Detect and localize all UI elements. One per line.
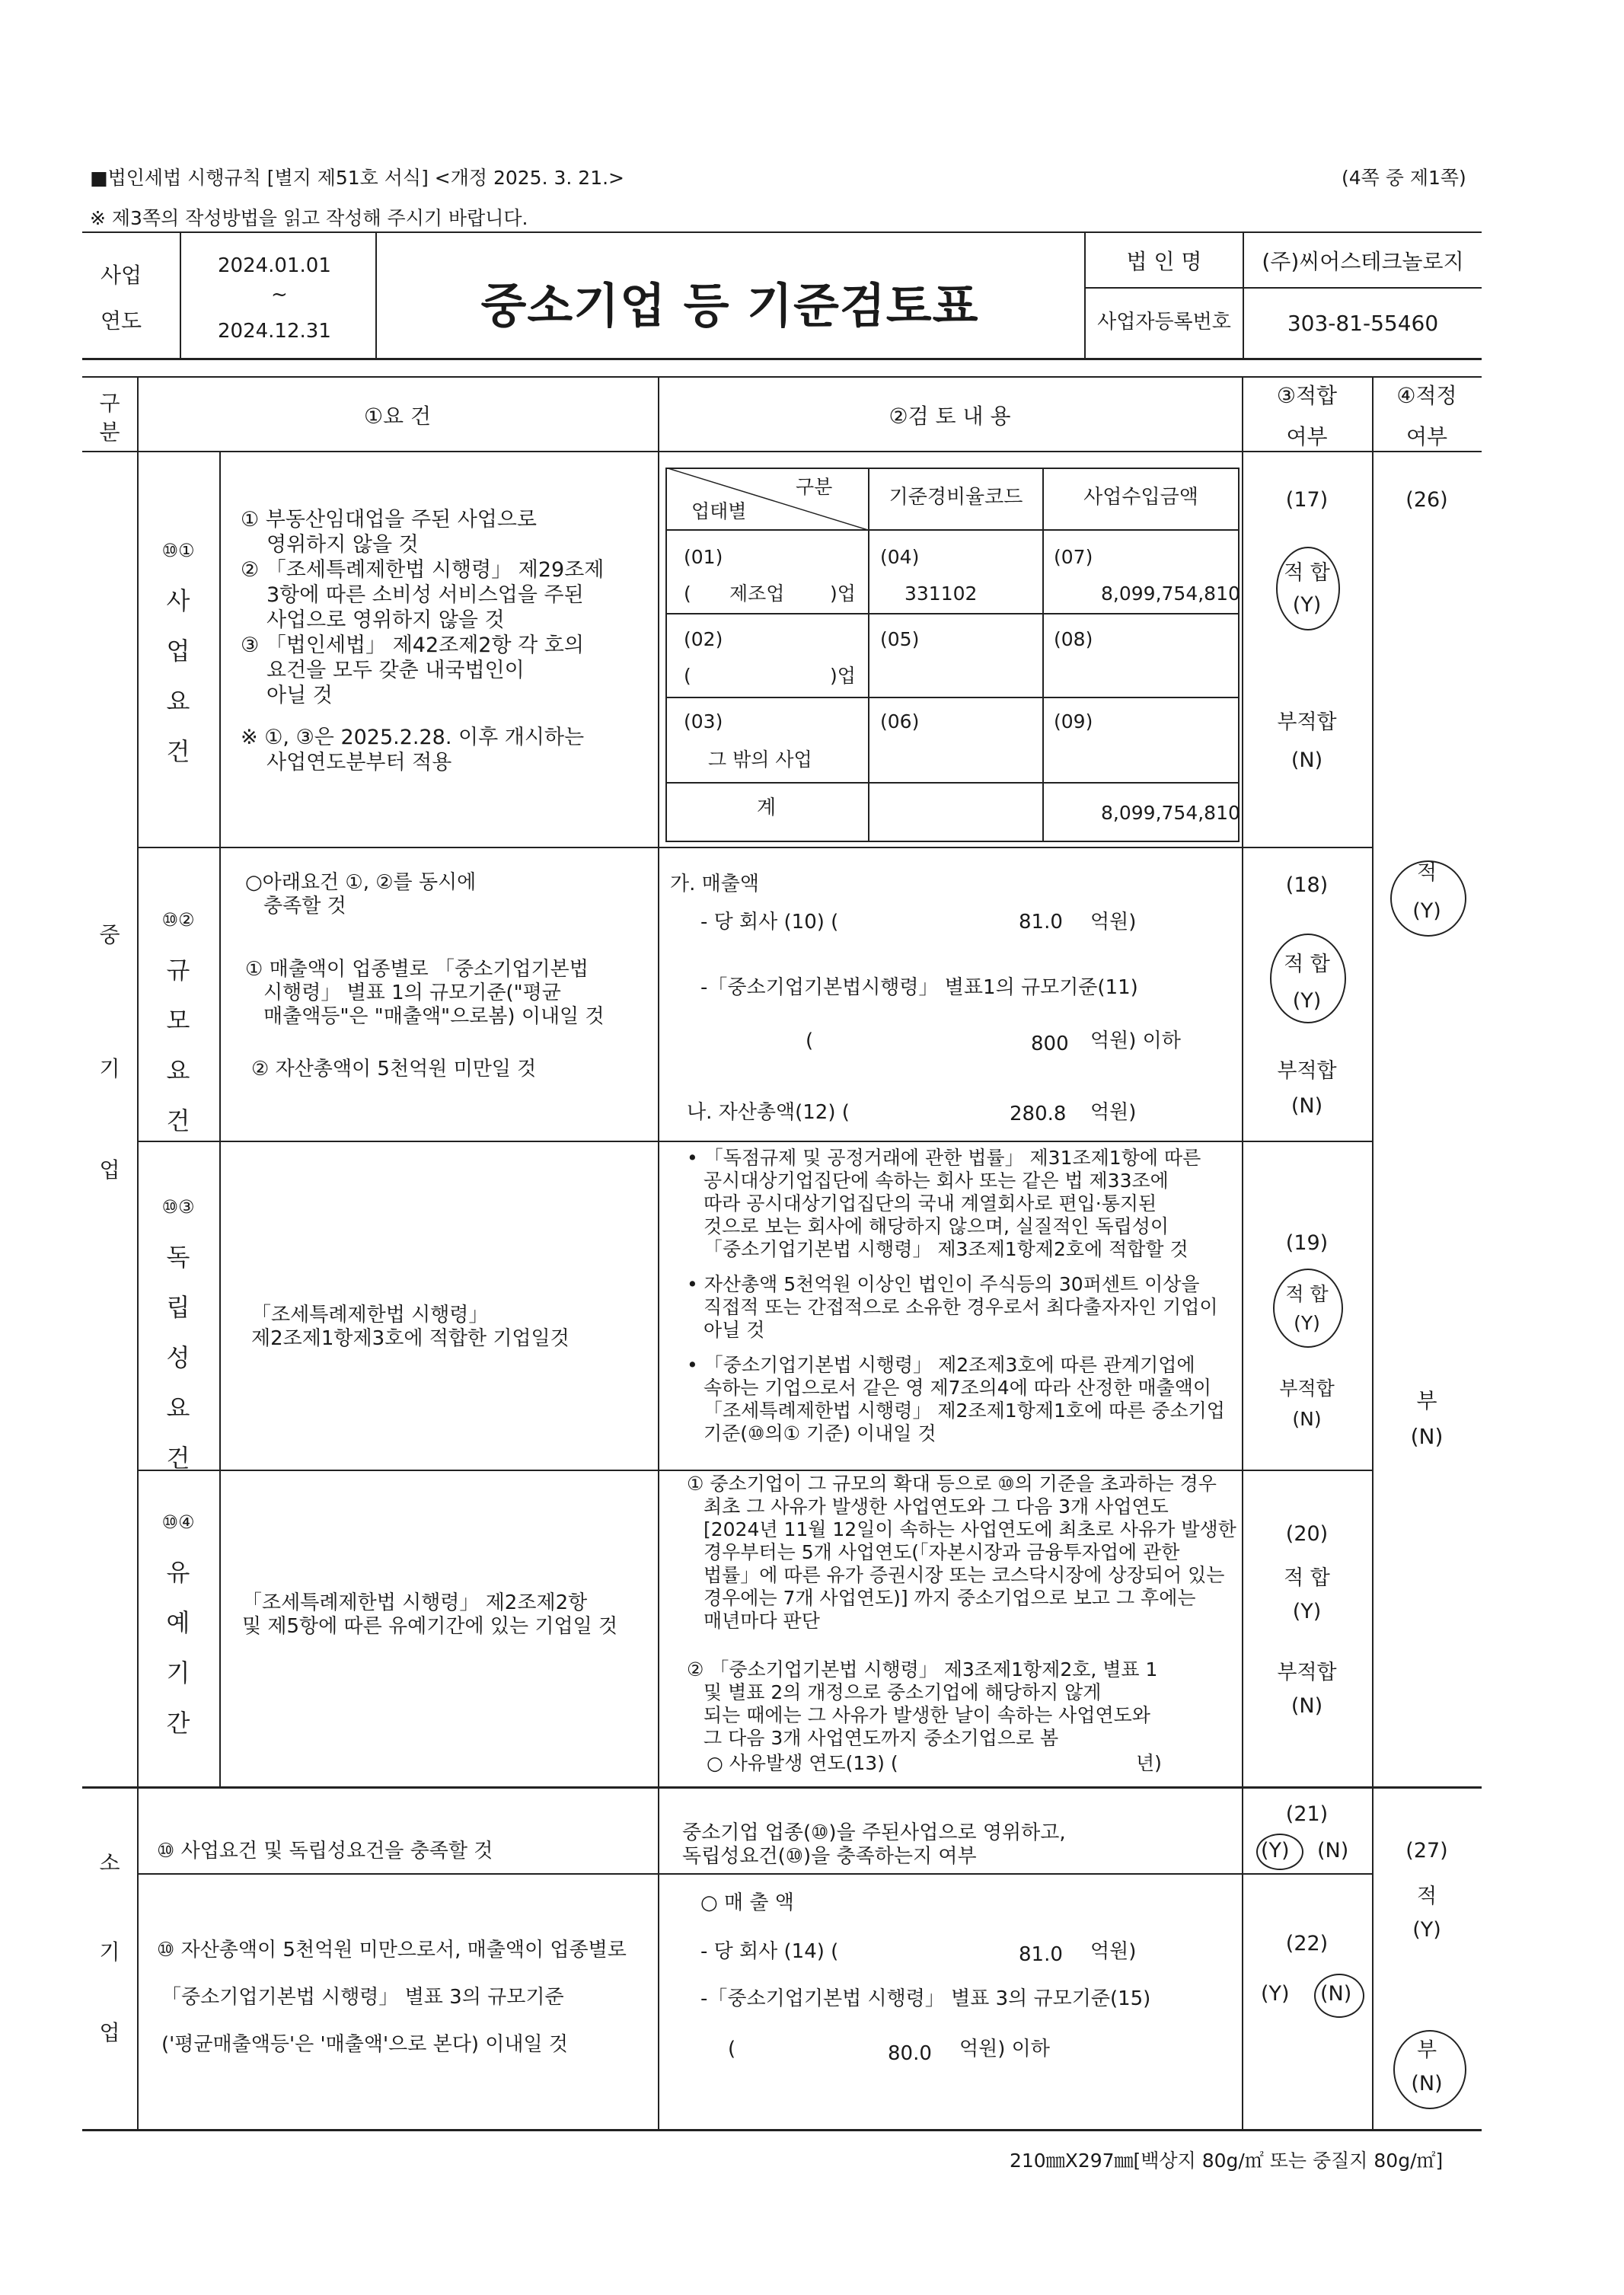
inner-r1-close: )업: [830, 583, 856, 605]
row101-fit-circle: [1276, 547, 1340, 630]
row104-requirements: 「조세특례제한법 시행령」 제2조제2항 및 제5항에 따른 유예기간에 있는 기업일 것: [242, 1591, 618, 1638]
row101-fit-ng-1: 부적합: [1277, 710, 1337, 734]
section-sme-1: 중: [99, 922, 120, 947]
row103-fit-ok-1: 적 합: [1285, 1283, 1329, 1305]
row102-rev-na-val: 280.8: [1010, 1103, 1067, 1125]
section-small-2: 기: [99, 1939, 120, 1965]
paper-spec: 210㎜X297㎜[백상지 80g/㎡ 또는 중질지 80g/㎡]: [1010, 2150, 1444, 2172]
inner-r1-name: 제조업: [729, 583, 785, 605]
row103-fit-ng-2: (N): [1292, 1408, 1322, 1430]
row103-fit-circle: [1273, 1269, 1343, 1348]
section-small-3: 업: [99, 2020, 120, 2045]
inner-r3-code-no: (06): [880, 710, 920, 733]
row106-rev-std-open: (: [728, 2038, 736, 2060]
row106-rev-std: -「중소기업기본법 시행령」 별표 3의 규모기준(15): [700, 1987, 1151, 2010]
row104-fit-no: (20): [1285, 1522, 1329, 1546]
inner-r1-no: (01): [684, 546, 723, 568]
row104-r3: ○ 사유발생 연도(13) (: [707, 1752, 898, 1774]
inner-total-label: 계: [757, 796, 777, 819]
row106-rev-head: ○ 매 출 액: [700, 1891, 794, 1914]
row102-rev-company-val: 81.0: [1019, 911, 1063, 934]
row102-requirements: ○아래요건 ①, ②를 동시에 충족할 것 ① 매출액이 업종별로 「중소기업기본법 시행령」 별표 1의 규모기준("평균 매출액등"은 "매출액"으로봄) 이내일 것 ② 자산총액이 5천억원 미만일 것: [245, 871, 605, 1080]
inner-r3-name: 그 밖의 사업: [708, 749, 812, 771]
row106-rev-company: - 당 회사 (14) (: [700, 1940, 839, 1963]
row102-rev-std-unit: 억원) 이하: [1090, 1029, 1181, 1052]
row106-fit-n: (N): [1320, 1982, 1352, 2006]
row106-requirements: ⑩ 자산총액이 5천억원 미만으로서, 매출액이 업종별로 「중소기업기본법 시행령」 별표 3의 규모기준 ('평균매출액등'은 '매출액'으로 본다) 이내일 것: [157, 1939, 627, 2056]
inner-head-income: 사업수입금액: [1083, 486, 1198, 509]
inner-r1-inc-no: (07): [1054, 546, 1093, 568]
row101-label: ⑩① 사 업 요 건: [161, 540, 195, 766]
row102-rev-na: 나. 자산총액(12) (: [687, 1101, 850, 1124]
col-review: ②검 토 내 용: [889, 404, 1011, 429]
row105-fit-n: (N): [1317, 1839, 1349, 1862]
section-small-1: 소: [99, 1850, 120, 1875]
section-sme-2: 기: [99, 1056, 120, 1081]
row102-fit-ng-2: (N): [1291, 1094, 1323, 1118]
col-proper-1: ④적정: [1396, 383, 1457, 408]
inner-r2-inc-no: (08): [1054, 628, 1093, 650]
row102-rev-na-unit: 억원): [1090, 1101, 1137, 1124]
row101-proper-no: (26): [1405, 488, 1448, 512]
row106-rev-company-unit: 억원): [1090, 1940, 1137, 1963]
row102-rev-std-val: 800: [1031, 1033, 1069, 1055]
section-sme-3: 업: [99, 1157, 120, 1183]
inner-r1-code-no: (04): [880, 546, 920, 568]
row103-requirements: 「조세특례제한법 시행령」 제2조제1항제3호에 적합한 기업일것: [251, 1304, 570, 1350]
row106-fit-y: (Y): [1261, 1982, 1290, 2006]
year-label-2: 연도: [101, 308, 142, 334]
row106-proper-ng-1: 부: [1416, 2038, 1437, 2062]
row102-rev-ga: 가. 매출액: [670, 873, 759, 895]
inner-r3-inc-no: (09): [1054, 710, 1093, 733]
biz-no-label: 사업자등록번호: [1097, 311, 1231, 334]
row102-fit-no: (18): [1285, 873, 1329, 897]
row102-label: ⑩② 규 모 요 건: [161, 909, 195, 1135]
row104-review: ① 중소기업이 그 규모의 확대 등으로 ⑩의 기준을 초과하는 경우 최초 그 사유가 발생한 사업연도와 그 다음 3개 사업연도 [2024년 11월 12일이 속하는 사업연도에 최초로 사유가 발생한 경우부터는 5개 사업연도(「자본시장과 금융투자업에 관한 법률」에 따른 유가 증권시장 또는 코스닥시장에 상장되어 있는 경우에는 7개 사업연도)] 까지 중소기업으로 보고 그 후에는 매년마다 판단 ② 「중소기업기본법 시행령」 제3조제1항제2호, 별표 1 및 별표 2의 개정으로 중소기업에 해당하지 않게 되는 때에는 그 사유가 발생한 날이 속하는 사업연도와 그 다음 3개 사업연도까지 중소기업으로 봄: [687, 1473, 1236, 1749]
col-fit-2: 여부: [1286, 424, 1328, 449]
row102-rev-company-unit: 억원): [1090, 911, 1137, 934]
row101-requirements: ① 부동산임대업을 주된 사업으로 영위하지 않을 것 ② 「조세특례제한법 시행령」 제29조제 3항에 따른 소비성 서비스업을 주된 사업으로 영위하지 않을 것 ③ 「법인세법」 제42조제2항 각 호의 요건을 모두 갖춘 내국법인이 아닐 것 ※ ①, ③은 2025.2.28. 이후 개시하는 사업연도분부터 적용: [241, 508, 605, 774]
inner-total-income: 8,099,754,810: [1101, 802, 1240, 824]
row101-fit-no: (17): [1285, 488, 1329, 512]
row106-rev-company-val: 81.0: [1019, 1943, 1063, 1966]
row102-rev-std: -「중소기업기본법시행령」 별표1의 규모기준(11): [700, 976, 1138, 999]
page-title: 중소기업 등 기준검토표: [480, 278, 979, 334]
row102-fit-ok-2: (Y): [1292, 989, 1322, 1013]
row105-fit-y: (Y): [1261, 1839, 1290, 1862]
row105-review: 중소기업 업종(⑩)을 주된사업으로 영위하고, 독립성요건(⑩)을 충족하는지 여부: [682, 1821, 1066, 1868]
row105-requirement: ⑩ 사업요건 및 독립성요건을 충족할 것: [157, 1840, 493, 1862]
row106-rev-std-val: 80.0: [888, 2042, 932, 2065]
row101-fit-ok-1: 적 합: [1284, 561, 1330, 585]
corp-name: (주)씨어스테크놀로지: [1262, 249, 1464, 274]
inner-r1-income: 8,099,754,810: [1101, 583, 1240, 605]
row104-label: ⑩④ 유 예 기 간: [161, 1511, 195, 1738]
row104-fit-ok-2: (Y): [1292, 1600, 1322, 1623]
row101-fit-ok-2: (Y): [1292, 593, 1322, 617]
inner-head-biztype: 업태별: [691, 500, 747, 522]
inner-r3-no: (03): [684, 710, 723, 733]
inner-r2-close: )업: [830, 665, 856, 687]
corp-name-label: 법 인 명: [1126, 249, 1202, 274]
row102-rev-company: - 당 회사 (10) (: [700, 911, 839, 934]
biz-no: 303-81-55460: [1287, 311, 1439, 336]
row106-fit-no: (22): [1285, 1932, 1329, 1955]
col-requirements: ①요 건: [363, 404, 432, 429]
row103-proper-ng-1: 부: [1416, 1388, 1437, 1413]
col-gubun-2: 분: [99, 420, 120, 445]
row103-fit-no: (19): [1285, 1231, 1329, 1255]
instruction-note: ※ 제3쪽의 작성방법을 읽고 작성해 주시기 바랍니다.: [90, 207, 528, 229]
row105-fit-no: (21): [1285, 1802, 1329, 1826]
inner-r2-open: (: [684, 665, 691, 687]
row104-fit-ng-2: (N): [1291, 1694, 1323, 1718]
row105-proper-ok-1: 적: [1416, 1885, 1437, 1908]
col-fit-1: ③적합: [1276, 383, 1338, 408]
period-tilde: ~: [271, 283, 288, 306]
row102-proper-ok-2: (Y): [1412, 899, 1441, 923]
row102-rev-std-open: (: [806, 1029, 814, 1052]
row104-r3-unit: 년): [1136, 1752, 1162, 1774]
row102-fit-ok-1: 적 합: [1284, 953, 1330, 976]
row104-fit-ok-1: 적 합: [1284, 1566, 1330, 1590]
row106-rev-std-unit: 억원) 이하: [959, 2038, 1050, 2060]
row104-fit-ng-1: 부적합: [1277, 1661, 1337, 1684]
row105-proper-ok-2: (Y): [1412, 1918, 1441, 1942]
inner-r2-no: (02): [684, 628, 723, 650]
row106-proper-ng-2: (N): [1411, 2072, 1443, 2096]
row103-fit-ok-2: (Y): [1294, 1312, 1320, 1334]
row103-label: ⑩③ 독 립 성 요 건: [161, 1196, 195, 1473]
row101-fit-ng-2: (N): [1291, 749, 1323, 772]
row102-proper-ok-1: 적: [1416, 861, 1437, 885]
inner-head-gubun: 구분: [796, 476, 833, 498]
year-label-1: 사업: [101, 263, 142, 288]
page-indicator: (4쪽 중 제1쪽): [1342, 167, 1466, 189]
row103-fit-ng-1: 부적합: [1279, 1377, 1335, 1400]
inner-head-code: 기준경비율코드: [889, 486, 1023, 509]
regulation-ref: ■법인세법 시행규칙 [별지 제51호 서식] <개정 2025. 3. 21.>: [90, 167, 624, 189]
row103-proper-ng-2: (N): [1410, 1424, 1444, 1449]
col-gubun-1: 구: [99, 391, 120, 416]
row105-proper-no: (27): [1405, 1839, 1448, 1862]
period-start: 2024.01.01: [218, 254, 331, 277]
inner-r2-code-no: (05): [880, 628, 920, 650]
period-end: 2024.12.31: [218, 320, 331, 343]
inner-r1-code: 331102: [905, 583, 978, 605]
row103-review: • 「독점규제 및 공정거래에 관한 법률」 제31조제1항에 따른 공시대상기업집단에 속하는 회사 또는 같은 법 제33조에 따라 공시대상기업집단의 국내 계열회사로 편입·통지된 것으로 보는 회사에 해당하지 않으며, 실질적인 독립성이 「중소기업기본법 시행령」 제3조제1항제2호에 적합할 것 • 자산총액 5천억원 이상인 법인이 주식등의 30퍼센트 이상을 직접적 또는 간접적으로 소유한 경우로서 최다출자자인 기업이 아닐 것 • 「중소기업기본법 시행령」 제2조제3호에 따른 관계기업에 속하는 기업으로서 같은 영 제7조의4에 따라 산정한 매출액이 「조세특례제한법 시행령」 제2조제1항제1호에 따른 중소기업 기준(⑩의① 기준) 이내일 것: [687, 1147, 1225, 1444]
col-proper-2: 여부: [1405, 424, 1448, 449]
row102-fit-ng-1: 부적합: [1277, 1059, 1337, 1083]
inner-r1-open: (: [684, 583, 691, 605]
